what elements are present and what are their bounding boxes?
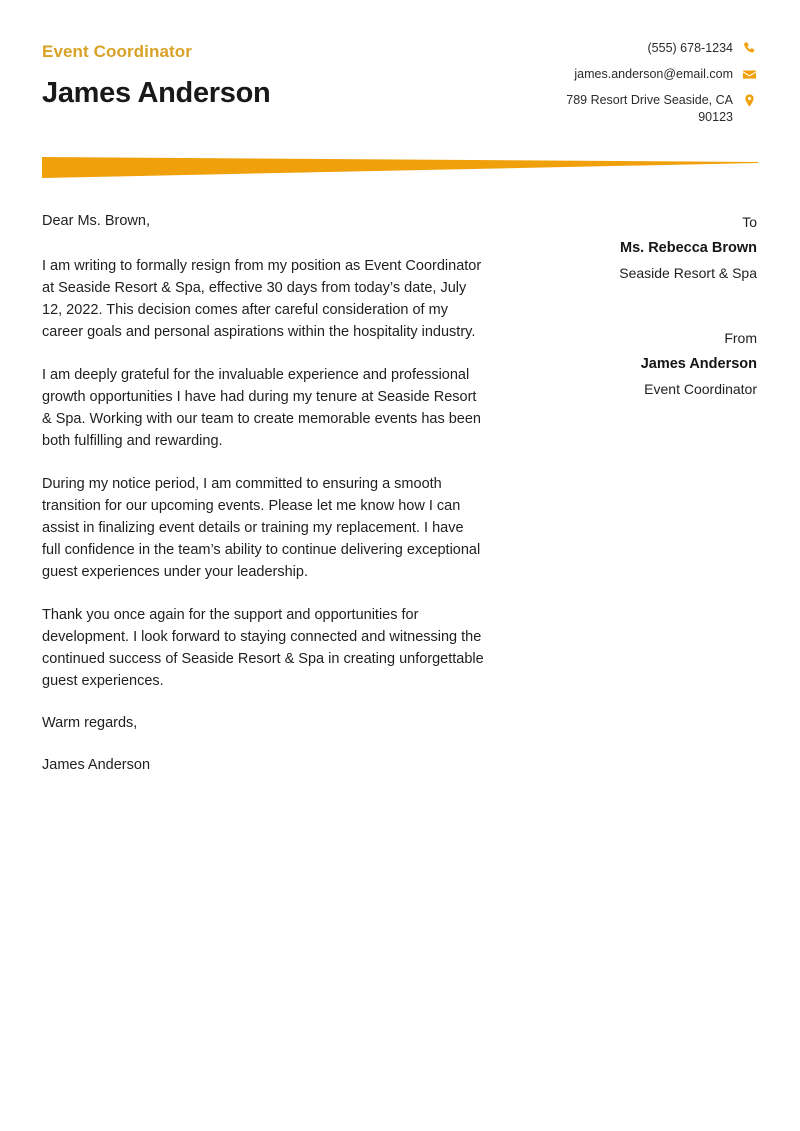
letter-salutation: Dear Ms. Brown, [42,213,150,229]
identity-block [42,38,270,111]
contact-email [574,66,757,83]
header-job-title: Event Coordinator [42,42,192,61]
letter-closing: Warm regards, [42,715,138,732]
letter-paragraph-4: Thank you once again for the support and opportunities for development. I look forward to staying connected and witnessing the continued success of Seaside Resort & Spa in creating unforgettable guest experiences. [42,607,484,690]
header-divider-wedge [42,156,758,179]
sender-label: From [724,329,757,346]
letter-header [42,38,757,126]
contact-phone-value: (555) 678-1234 [647,41,733,55]
sender-block [557,328,757,400]
sender-organization: Event Coordinator [644,380,757,397]
letter-paragraph-3: During my notice period, I am committed to ensuring a smooth transition for our upcoming events. Please let me know how I can assist in finalizing event details or training my replacement. I have full confidence in the team’s ability to continue delivering exceptional guest experiences under your leadership. [42,476,481,581]
envelope-icon [742,67,757,82]
recipient-block [557,212,757,284]
contact-address-value: 789 Resort Drive Seaside, CA 90123 [566,92,733,124]
letter-body [42,211,757,777]
contact-email-value: james.anderson@email.com [574,66,733,81]
header-person-name: James Anderson [42,77,271,110]
contact-address [553,92,757,126]
contact-phone [648,40,757,57]
recipient-name: Ms. Rebecca Brown [620,240,757,256]
contact-list [553,38,757,126]
sender-name: James Anderson [640,355,757,372]
letter-paragraph-1: I am writing to formally resign from my position as Event Coordinator at Seaside Resort & Spa, effective 30 days from today’s date, July 12, 2022. This decision comes after careful consideration of my career goals and personal aspirations within the hospitality industry. [42,257,482,340]
letter-text-column [42,211,485,777]
address-column [557,211,757,400]
phone-icon [742,41,757,56]
letter-paragraph-2: I am deeply grateful for the invaluable experience and professional growth opportunities I have had during my tenure at Seaside Resort & Spa. Working with our team to create memorable events has been both fulfilling and rewarding. [42,366,481,449]
location-pin-icon [742,93,757,108]
recipient-label: To [742,214,757,230]
letter-signature: James Anderson [42,757,151,774]
recipient-organization: Seaside Resort & Spa [619,264,757,281]
